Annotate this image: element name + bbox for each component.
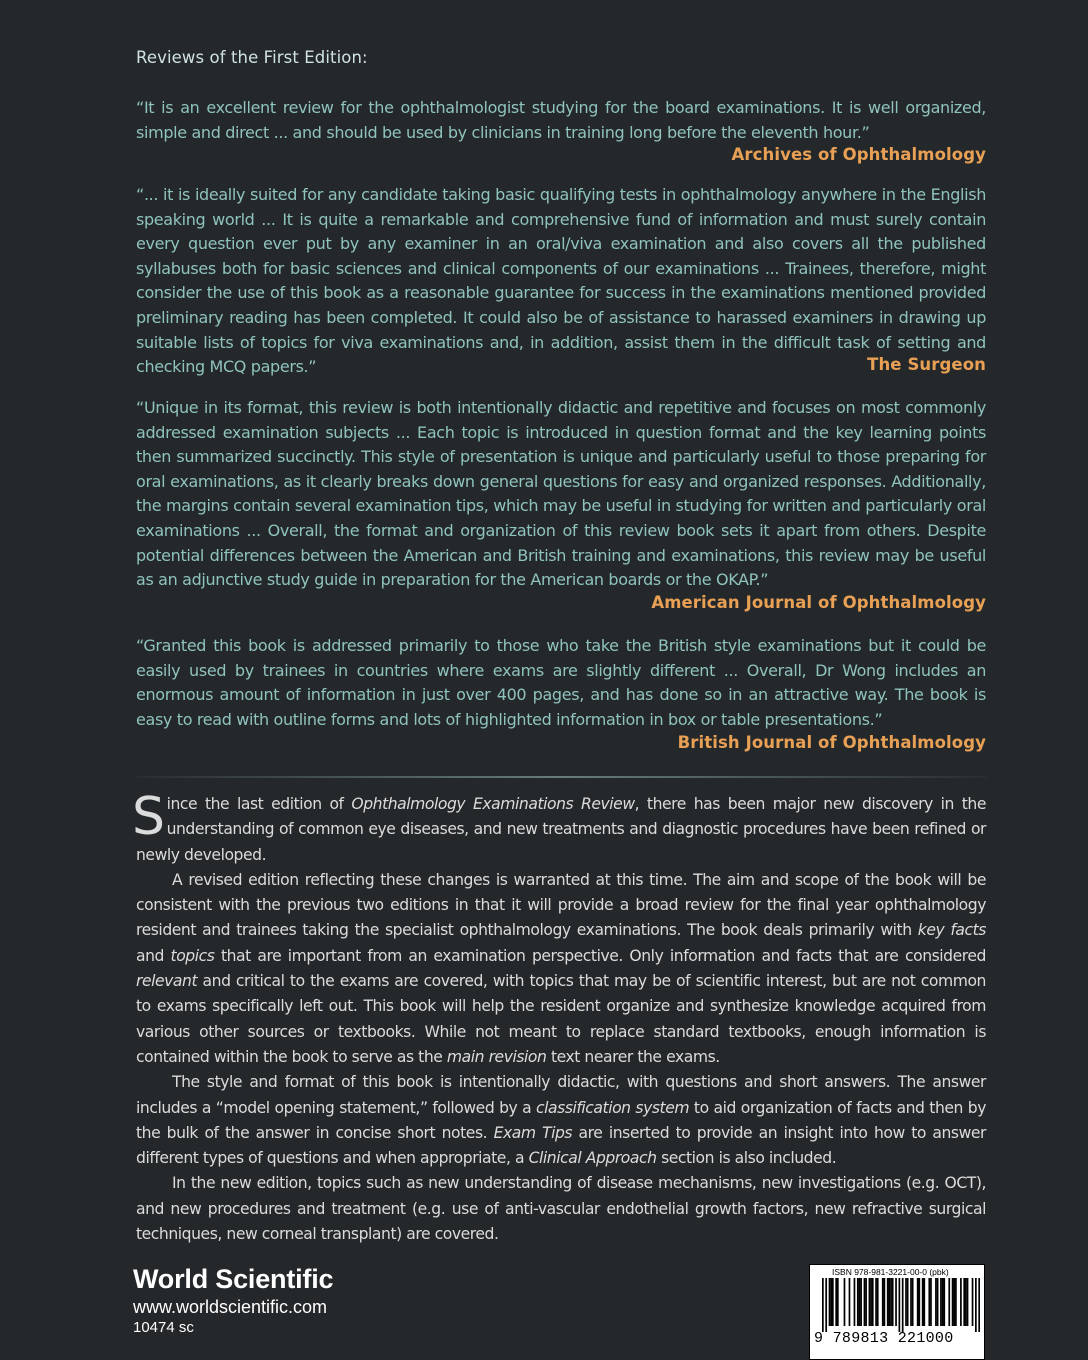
- isbn-text: ISBN 978-981-3221-00-0 (pbk): [832, 1267, 949, 1277]
- description-paragraph: [136, 868, 986, 1070]
- barcode-bar: [937, 1278, 939, 1326]
- barcode-bar: [922, 1278, 924, 1326]
- barcode-bars: [822, 1278, 980, 1332]
- product-code: 10474 sc: [133, 1319, 194, 1336]
- barcode-bar: [942, 1278, 944, 1326]
- text-run: The style and format of this book is intentionally didactic, with questions and short answers. The answer includes a “model opening statement,” followed by a: [136, 1073, 986, 1117]
- barcode-bar: [899, 1278, 901, 1332]
- section-divider: [136, 776, 986, 778]
- barcode-bar: [825, 1278, 827, 1332]
- barcode-bar: [877, 1278, 879, 1326]
- barcode-bar: [940, 1278, 942, 1326]
- review-source: Archives of Ophthalmology: [731, 145, 986, 164]
- text-run: to aid organization of facts and then by the bulk of the answer in concise short notes.: [136, 1098, 987, 1142]
- barcode-bar: [978, 1278, 980, 1332]
- text-run: are inserted to provide an insight into how to answer different types of questions and when appropriate, a: [136, 1123, 987, 1168]
- barcode-bar: [869, 1278, 871, 1326]
- barcode-bar: [859, 1278, 861, 1326]
- barcode-bar: [960, 1278, 962, 1326]
- barcode-bar: [943, 1278, 945, 1326]
- barcode-bar: [864, 1278, 866, 1326]
- review-source: American Journal of Ophthalmology: [651, 593, 986, 612]
- italic-term: Exam Tips: [493, 1123, 573, 1142]
- barcode-bar: [955, 1278, 957, 1326]
- barcode-bar: [935, 1278, 937, 1326]
- barcode-bar: [870, 1278, 872, 1326]
- publisher-name: World Scientific: [133, 1264, 334, 1294]
- description-paragraph: In the new edition, topics such as new understanding of disease mechanisms, new investigations (e.g. OCT), and new procedures and treatment (e.g. use of anti-vascular endothelial growth factors, new refractive surgical techniques, new corneal transplant) are covered.: [136, 1174, 986, 1244]
- barcode-bar: [882, 1278, 884, 1326]
- barcode-bar: [923, 1278, 925, 1326]
- text-run: section is also included.: [656, 1149, 837, 1168]
- barcode-bar: [967, 1278, 969, 1326]
- publisher-block: [133, 1264, 333, 1338]
- barcode-bar: [857, 1278, 859, 1326]
- barcode-bar: [905, 1278, 907, 1326]
- text-run: and critical to the exams are covered, with topics that may be of scientific interest, but are not common to exams specifically left out. This book will help the resident organize and synthesize knowledge acquired from various other sources or textbooks. While not meant to replace standard textbooks, enough information is contained within the book to serve as the: [136, 972, 986, 1066]
- text-run: that are important from an examination perspective. Only information and facts that are considered: [214, 946, 986, 965]
- barcode-bar: [875, 1278, 877, 1326]
- barcode-bar: [902, 1278, 904, 1332]
- barcode-bar: [835, 1278, 837, 1326]
- barcode-bar: [972, 1278, 974, 1326]
- barcode-bar: [854, 1278, 856, 1326]
- text-run: ince the last edition of: [166, 795, 352, 813]
- book-description: [132, 787, 987, 1247]
- barcode-bar: [832, 1278, 834, 1326]
- barcode-bar: [872, 1278, 874, 1326]
- text-run: A revised edition reflecting these changes is warranted at this time. The aim and scope of the book will be consistent with the previous two editions in that it will provide a broad review for the final year ophthalmology resident and trainees taking the specialist ophthalmology examinations. The book deals primarily with: [136, 870, 986, 940]
- review-source: The Surgeon: [867, 355, 986, 374]
- reviews-heading: Reviews of the First Edition:: [136, 48, 368, 67]
- barcode-bar: [865, 1278, 867, 1326]
- barcode-bar: [963, 1278, 965, 1326]
- barcode-digits: 9 789813 221000: [814, 1330, 954, 1347]
- barcode-bar: [948, 1278, 950, 1326]
- italic-term: classification system: [536, 1098, 690, 1117]
- barcode-bar: [837, 1278, 839, 1326]
- barcode-bar: [930, 1278, 932, 1326]
- barcode-bar: [844, 1278, 846, 1326]
- barcode-bar: [928, 1278, 930, 1326]
- barcode-bar: [917, 1278, 919, 1326]
- italic-term: key facts: [917, 921, 986, 940]
- review-quote: “Unique in its format, this review is both intentionally didactic and repetitive and focuses on most commonly addressed examination subjects ... Each topic is introduced in question format and the key learning points then summarized succinctly. This style of presentation is unique and particularly useful to those preparing for oral examinations, as it clearly breaks down general questions for easy and organized responses. Additionally, the margins contain several examination tips, which may be useful in studying for written and particularly oral examinations ... Overall, the format and organization of this review book sets it apart from others. Despite potential differences between the American and British training and examinations, this review may be useful as an adjunctive study guide in preparation for the American boards or the OKAP.”: [136, 398, 986, 590]
- review-quote: “... it is ideally suited for any candidate taking basic qualifying tests in ophthalmology anywhere in the English speaking world ... It is quite a remarkable and comprehensive fund of information and must surely contain every question ever put by any examiner in an oral/viva examination and also covers all the published syllabuses both for basic sciences and clinical components of our examinations ... Trainees, therefore, might consider the use of this book as a reasonable guarantee for success in the examinations mentioned provided preliminary reading has been completed. It could also be of assistance to harassed examiners in drawing up suitable lists of topics for viva examinations and, in addition, assist them in the difficult task of setting and checking MCQ papers.”: [136, 185, 986, 377]
- barcode-bar: [890, 1278, 892, 1326]
- barcode-bar: [912, 1278, 914, 1326]
- barcode-bar: [884, 1278, 886, 1326]
- review-quote: “It is an excellent review for the ophthalmologist studying for the board examinations. It is well organized, simple and direct ... and should be used by clinicians in training long before the eleventh hour.”: [136, 98, 986, 142]
- text-run: text nearer the exams.: [546, 1047, 720, 1066]
- review-source: British Journal of Ophthalmology: [677, 733, 986, 752]
- barcode-bar: [829, 1278, 831, 1326]
- barcode-bar: [822, 1278, 824, 1332]
- barcode-bar: [830, 1278, 832, 1326]
- book-title-italic: Ophthalmology Examinations Review: [351, 795, 635, 813]
- description-paragraph: [136, 1070, 986, 1171]
- barcode-bar: [907, 1278, 909, 1326]
- italic-term: topics: [170, 946, 215, 965]
- drop-cap: S: [132, 787, 165, 847]
- italic-term: relevant: [136, 972, 198, 991]
- barcode-bar: [887, 1278, 889, 1326]
- barcode-bar: [889, 1278, 891, 1326]
- barcode-bar: [895, 1278, 897, 1326]
- isbn-barcode: [809, 1264, 985, 1360]
- publisher-url: www.worldscientific.com: [133, 1297, 328, 1317]
- barcode-bar: [910, 1278, 912, 1326]
- text-run: and: [136, 946, 171, 965]
- description-paragraph: [132, 787, 986, 868]
- barcode-bar: [918, 1278, 920, 1326]
- barcode-bar: [975, 1278, 977, 1332]
- italic-term: main revision: [446, 1047, 547, 1066]
- barcode-bar: [965, 1278, 967, 1326]
- review-quote: “Granted this book is addressed primarily to those who take the British style examinations but it could be easily used by trainees in countries where exams are slightly different ... Overall, Dr Wong includes an enormous amount of information in just over 400 pages, and has done so in an attractive way. The book is easy to read with outline forms and lots of highlighted information in box or table presentations.”: [136, 636, 986, 729]
- barcode-bar: [953, 1278, 955, 1326]
- barcode-bar: [860, 1278, 862, 1326]
- barcode-bar: [849, 1278, 851, 1326]
- italic-term: Clinical Approach: [528, 1149, 657, 1168]
- barcode-bar: [952, 1278, 954, 1326]
- barcode-bar: [892, 1278, 894, 1326]
- text-run: , there has been major new discovery in the understanding of common eye diseases, and new treatments and diagnostic procedures have been refined or newly developed.: [136, 795, 986, 864]
